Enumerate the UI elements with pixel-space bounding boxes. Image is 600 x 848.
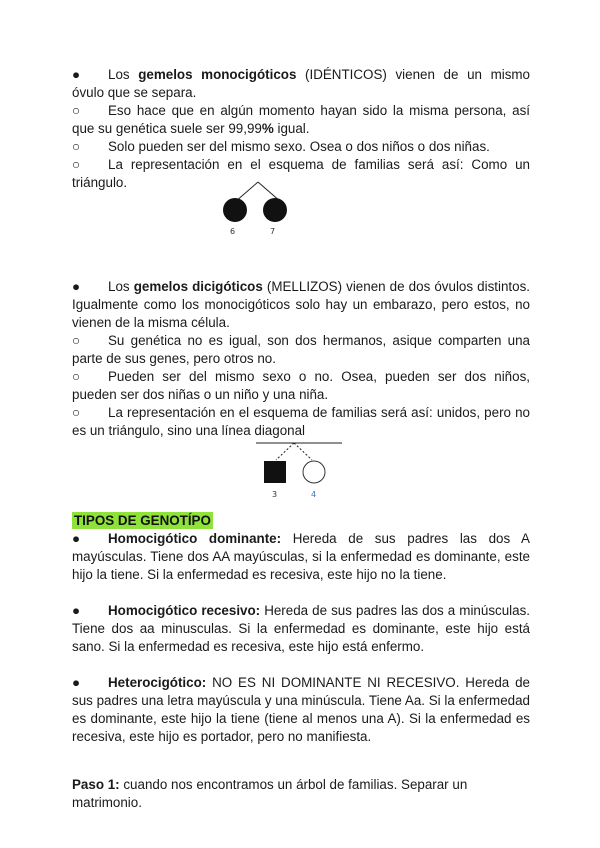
- genotypes-heading-row: [72, 512, 530, 530]
- circle-bullet-icon: ○: [72, 369, 81, 384]
- twin-circle-right: [263, 198, 287, 222]
- sibling-label-right: 4: [311, 490, 317, 499]
- dizygotic-term: gemelos dicigóticos: [133, 279, 263, 294]
- step1-label: Paso 1:: [72, 777, 120, 792]
- step1-paragraph: Paso 1: cuando nos encontramos un árbol de familias. Separar un matrimonio.: [72, 777, 468, 810]
- bullet-icon: ●: [72, 603, 81, 618]
- bullet-icon: ●: [72, 675, 81, 690]
- twin-circle-left: [223, 198, 247, 222]
- circle-bullet-icon: ○: [72, 333, 81, 348]
- genotype-item-homozygous-dominant: ● Homocigótico dominante: Hereda de sus padres las dos A mayúsculas. Tiene dos AA mayúsculas, si la enfermedad es dominante, este hijo la tiene. Si la enfermedad es recesiva, este hijo no la tiene.: [72, 531, 530, 582]
- circle-bullet-icon: ○: [72, 139, 81, 154]
- sibling-label-left: 3: [272, 490, 278, 499]
- monozygotic-sub-genetics: ○ Eso hace que en algún momento hayan sido la misma persona, así que su genética suele ser 99,99% igual.: [72, 103, 530, 136]
- triangle-twins-diagram: [218, 180, 298, 236]
- bullet-icon: ●: [72, 279, 81, 294]
- twin-label-left: 6: [230, 227, 236, 236]
- dizygotic-pedigree-figure: [72, 440, 530, 502]
- genotype-item-heterozygous: ● Heterocigótico: NO ES NI DOMINANTE NI RECESIVO. Hereda de sus padres una letra mayúscula y una minúscula. Tiene Aa. Si la enfermedad es dominante, este hijo la tiene (tiene al menos una A). Si la enfermedad es recesiva, este hijo es portador, pero no manifiesta.: [72, 675, 530, 744]
- circle-bullet-icon: ○: [72, 103, 81, 118]
- female-circle: [303, 461, 325, 483]
- dizygotic-sub-representation: ○ La representación en el esquema de familias será así: unidos, pero no es un triángulo, sino una línea diagonal: [72, 405, 530, 438]
- genotype-item-homozygous-recessive: ● Homocigótico recesivo: Hereda de sus padres las dos a minúsculas. Tiene dos aa minusculas. Si la enfermedad es dominante, este hijo está sano. Si la enfermedad es recesiva, este hijo está enfermo.: [72, 603, 531, 654]
- diagonal-twins-diagram: [254, 442, 344, 504]
- bullet-icon: ●: [72, 531, 81, 546]
- twin-label-right: 7: [270, 227, 276, 236]
- genotypes-heading: TIPOS DE GENOTÍPO: [74, 513, 211, 528]
- monozygotic-term: gemelos monocigóticos: [138, 67, 297, 82]
- monozygotic-sub-representation: ○ La representación en el esquema de familias será así: Como un triángulo.: [72, 157, 530, 190]
- dizygotic-sub-genetics: ○ Su genética no es igual, son dos hermanos, asique comparten una parte de sus genes, pero otros no.: [72, 333, 530, 366]
- male-square: [264, 461, 286, 483]
- bullet-icon: ●: [72, 67, 81, 82]
- monozygotic-paragraph: ● Los gemelos monocigóticos (IDÉNTICOS) vienen de un mismo óvulo que se separa.: [72, 67, 531, 100]
- document-page: [72, 66, 530, 812]
- dizygotic-paragraph: ● Los gemelos dicigóticos (MELLIZOS) vienen de dos óvulos distintos. Igualmente como los monocigóticos solo hay un embarazo, pero estos, no vienen de la misma célula.: [72, 279, 530, 330]
- circle-bullet-icon: ○: [72, 405, 81, 420]
- monozygotic-sub-sex: ○ Solo pueden ser del mismo sexo. Osea o dos niños o dos niñas.: [72, 139, 490, 154]
- monozygotic-pedigree-figure: [72, 192, 530, 248]
- dizygotic-sub-sex: ○ Pueden ser del mismo sexo o no. Osea, pueden ser dos niños, pueden ser dos niñas o un niño y una niña.: [72, 369, 530, 402]
- circle-bullet-icon: ○: [72, 157, 81, 172]
